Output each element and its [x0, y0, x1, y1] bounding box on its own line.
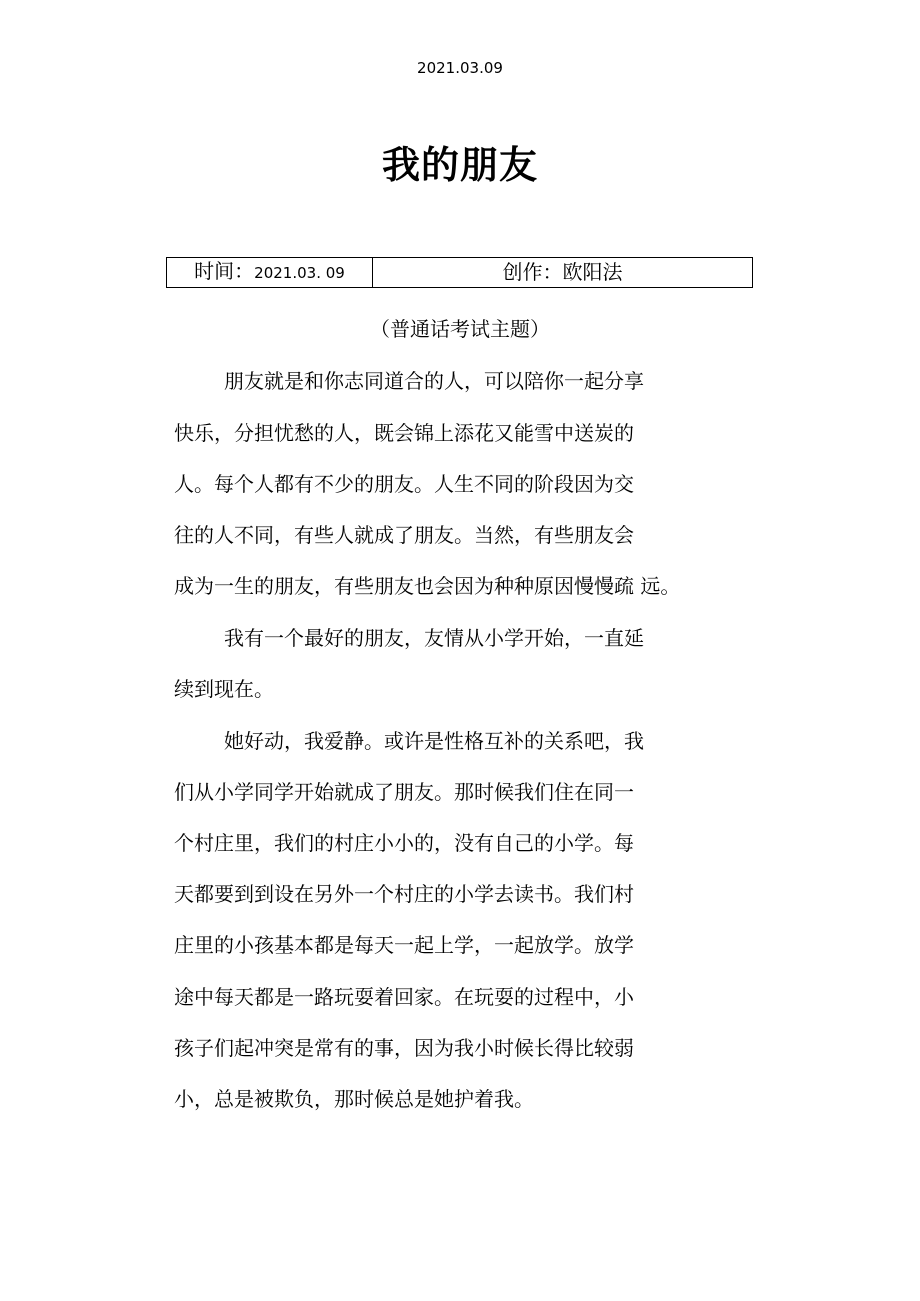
text-line: 往的人不同，有些人就成了朋友。当然，有些朋友会	[174, 523, 634, 547]
text-line: 成为一生的朋友，有些朋友也会因为种种原因慢慢疏 远。	[174, 574, 681, 598]
time-cell	[167, 258, 373, 288]
text-line: 小，总是被欺负，那时候总是她护着我。	[174, 1087, 534, 1111]
text-line: 个村庄里，我们的村庄小小的，没有自己的小学。每	[174, 831, 634, 855]
text-line: 快乐，分担忧愁的人，既会锦上添花又能雪中送炭的	[174, 421, 634, 445]
text-line: 天都要到到设在另外一个村庄的小学去读书。我们村	[174, 882, 634, 906]
text-line: 人。每个人都有不少的朋友。人生不同的阶段因为交	[174, 472, 634, 496]
time-value: 2021.03. 09	[254, 264, 345, 282]
time-label: 时间：	[194, 259, 255, 283]
page-header-date: 2021.03.09	[417, 59, 503, 77]
text-line: 们从小学同学开始就成了朋友。那时候我们住在同一	[174, 780, 634, 804]
meta-table	[166, 257, 753, 288]
text-line: 她好动，我爱静。或许是性格互补的关系吧，我	[224, 729, 644, 753]
text-line: 孩子们起冲突是常有的事，因为我小时候长得比较弱	[174, 1036, 634, 1060]
author-cell: 创作：欧阳法	[373, 258, 753, 288]
text-line: 途中每天都是一路玩耍着回家。在玩耍的过程中，小	[174, 985, 634, 1009]
text-line: 续到现在。	[174, 677, 274, 701]
document-title: 我的朋友	[381, 143, 538, 187]
text-line: 我有一个最好的朋友，友情从小学开始，一直延	[224, 626, 644, 650]
text-line: 庄里的小孩基本都是每天一起上学，一起放学。放学	[174, 933, 634, 957]
document-subtitle: （普通话考试主题）	[370, 317, 550, 341]
meta-row	[167, 258, 753, 288]
text-line: 朋友就是和你志同道合的人，可以陪你一起分享	[224, 369, 644, 393]
